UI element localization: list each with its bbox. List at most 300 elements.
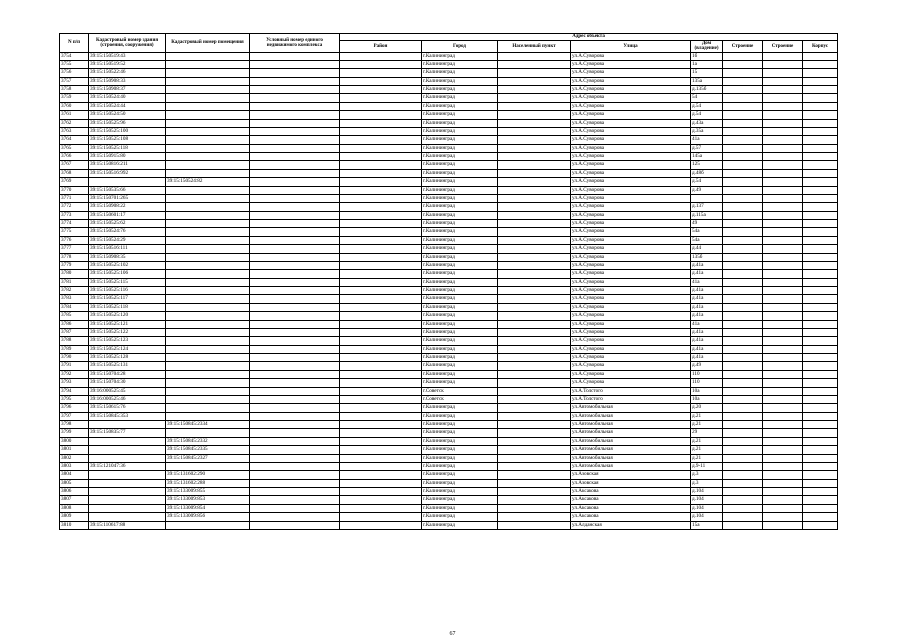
cell-num: 3780 <box>60 270 89 278</box>
table-row <box>60 161 838 169</box>
cell-city: г.Калининград <box>422 303 498 311</box>
cell-building-2 <box>763 94 803 102</box>
cell-city: г.Калининград <box>422 320 498 328</box>
cell-street: ул.А.Суворова <box>571 320 691 328</box>
cell-district <box>340 504 422 512</box>
cell-cad-building: 39:15:150525:115 <box>89 278 166 286</box>
cell-street: ул.А.Суворова <box>571 278 691 286</box>
cell-district <box>340 94 422 102</box>
cell-num: 3755 <box>60 60 89 68</box>
cell-block <box>803 169 838 177</box>
cell-district <box>340 471 422 479</box>
cell-building-1 <box>723 52 763 60</box>
cell-settlement <box>498 270 571 278</box>
cell-district <box>340 320 422 328</box>
cell-district <box>340 169 422 177</box>
cell-house: д.44 <box>691 245 723 253</box>
table-row <box>60 412 838 420</box>
cell-district <box>340 77 422 85</box>
cell-city: г.Калининград <box>422 111 498 119</box>
cell-house: 1а <box>691 60 723 68</box>
cell-district <box>340 404 422 412</box>
cell-settlement <box>498 446 571 454</box>
table-row <box>60 278 838 286</box>
cell-city: г.Калининград <box>422 261 498 269</box>
cell-block <box>803 412 838 420</box>
table-row <box>60 496 838 504</box>
cell-district <box>340 102 422 110</box>
cell-cad-room <box>166 362 250 370</box>
cell-street: ул.А.Суворова <box>571 228 691 236</box>
cell-settlement <box>498 261 571 269</box>
cell-cad-room <box>166 119 250 127</box>
cell-settlement <box>498 60 571 68</box>
cell-building-2 <box>763 504 803 512</box>
cell-cad-building: 39:15:150908:22 <box>89 203 166 211</box>
cell-district <box>340 119 422 127</box>
cell-settlement <box>498 421 571 429</box>
cell-complex <box>250 278 340 286</box>
cell-cad-building: 39:15:150525:128 <box>89 354 166 362</box>
cell-city: г.Калининград <box>422 471 498 479</box>
table-row <box>60 211 838 219</box>
table-row <box>60 144 838 152</box>
cell-cad-room <box>166 194 250 202</box>
cell-num: 3762 <box>60 119 89 127</box>
cell-district <box>340 127 422 135</box>
cell-building-1 <box>723 328 763 336</box>
cell-building-1 <box>723 488 763 496</box>
cell-settlement <box>498 404 571 412</box>
cell-street: ул.А.Суворова <box>571 203 691 211</box>
cell-block <box>803 94 838 102</box>
cell-num: 3795 <box>60 395 89 403</box>
cell-cad-room <box>166 261 250 269</box>
table-row <box>60 203 838 211</box>
cell-district <box>340 203 422 211</box>
table-row <box>60 513 838 521</box>
cell-house: д.9-11 <box>691 462 723 470</box>
cell-cad-building <box>89 504 166 512</box>
cell-cad-building: 39:15:150525:106 <box>89 270 166 278</box>
cell-num: 3756 <box>60 69 89 77</box>
cell-building-1 <box>723 270 763 278</box>
cell-block <box>803 253 838 261</box>
cell-house: 10а <box>691 395 723 403</box>
header-cad-room: Кадастровый номер помещения <box>166 34 250 53</box>
cell-city: г.Калининград <box>422 462 498 470</box>
cell-district <box>340 270 422 278</box>
cell-complex <box>250 228 340 236</box>
cell-num: 3794 <box>60 387 89 395</box>
cell-building-1 <box>723 295 763 303</box>
cell-street: ул.А.Суворова <box>571 261 691 269</box>
cell-complex <box>250 52 340 60</box>
cell-complex <box>250 446 340 454</box>
cell-building-2 <box>763 86 803 94</box>
cell-building-1 <box>723 345 763 353</box>
cell-settlement <box>498 127 571 135</box>
cell-cad-building: 39:15:150519:52 <box>89 60 166 68</box>
table-row <box>60 228 838 236</box>
cell-cad-building: 39:15:150525:100 <box>89 127 166 135</box>
cell-building-1 <box>723 504 763 512</box>
cell-cad-building: 39:15:150525:131 <box>89 362 166 370</box>
cell-settlement <box>498 287 571 295</box>
cell-house: д.3 <box>691 479 723 487</box>
cell-num: 3758 <box>60 86 89 94</box>
table-row <box>60 245 838 253</box>
cell-district <box>340 236 422 244</box>
cell-complex <box>250 421 340 429</box>
cell-cad-building: 39:16:000525:46 <box>89 395 166 403</box>
cell-block <box>803 488 838 496</box>
cell-city: г.Калининград <box>422 245 498 253</box>
cell-district <box>340 421 422 429</box>
cell-settlement <box>498 144 571 152</box>
cell-house: д.54 <box>691 102 723 110</box>
cell-city: г.Калининград <box>422 345 498 353</box>
cell-complex <box>250 136 340 144</box>
cell-num: 3789 <box>60 345 89 353</box>
cell-building-1 <box>723 60 763 68</box>
cell-num: 3807 <box>60 496 89 504</box>
cell-street: ул.А.Суворова <box>571 370 691 378</box>
cell-cad-building: 39:15:150908:35 <box>89 253 166 261</box>
cell-num: 3777 <box>60 245 89 253</box>
cell-cad-building: 39:15:150525:102 <box>89 261 166 269</box>
cell-settlement <box>498 303 571 311</box>
page-number: 67 <box>449 631 456 637</box>
cell-num: 3775 <box>60 228 89 236</box>
cell-num: 3757 <box>60 77 89 85</box>
cell-house: 135а <box>691 77 723 85</box>
cell-street: ул.А.Суворова <box>571 60 691 68</box>
cell-num: 3786 <box>60 320 89 328</box>
cell-street: ул.А.Суворова <box>571 303 691 311</box>
cell-cad-room <box>166 345 250 353</box>
cell-city: г.Калининград <box>422 169 498 177</box>
cell-district <box>340 228 422 236</box>
cell-district <box>340 144 422 152</box>
cell-building-1 <box>723 513 763 521</box>
cell-cad-room <box>166 337 250 345</box>
cell-block <box>803 136 838 144</box>
cell-building-2 <box>763 270 803 278</box>
cell-complex <box>250 60 340 68</box>
cell-cad-building: 39:15:150519:43 <box>89 52 166 60</box>
cell-street: ул.Аксакова <box>571 504 691 512</box>
cell-city: г.Калининград <box>422 178 498 186</box>
cell-block <box>803 178 838 186</box>
cell-building-1 <box>723 337 763 345</box>
cell-block <box>803 362 838 370</box>
cell-cad-building: 39:15:150908:33 <box>89 77 166 85</box>
cell-district <box>340 136 422 144</box>
cell-complex <box>250 328 340 336</box>
cell-complex <box>250 186 340 194</box>
cell-complex <box>250 412 340 420</box>
cell-num: 3803 <box>60 462 89 470</box>
cell-block <box>803 337 838 345</box>
cell-building-1 <box>723 395 763 403</box>
cell-num: 3793 <box>60 379 89 387</box>
cell-block <box>803 203 838 211</box>
cell-complex <box>250 178 340 186</box>
cell-cad-building: 39:15:150908:37 <box>89 86 166 94</box>
cell-cad-building: 39:15:150525:62 <box>89 220 166 228</box>
cell-house: 54а <box>691 228 723 236</box>
cell-building-1 <box>723 211 763 219</box>
cell-num: 3802 <box>60 454 89 462</box>
cell-city: г.Калининград <box>422 454 498 462</box>
cell-building-2 <box>763 203 803 211</box>
cell-block <box>803 379 838 387</box>
cell-street: ул.А.Суворова <box>571 86 691 94</box>
header-cad-building: Кадастровый номер здания (строения, сооружения) <box>89 34 166 53</box>
cell-building-1 <box>723 287 763 295</box>
cell-building-2 <box>763 496 803 504</box>
cell-street: ул.А.Суворова <box>571 328 691 336</box>
cell-cad-building: 39:15:110617:88 <box>89 521 166 529</box>
cell-settlement <box>498 295 571 303</box>
cell-street: ул.А.Толстого <box>571 387 691 395</box>
cell-complex <box>250 236 340 244</box>
cell-block <box>803 370 838 378</box>
cell-house: д.21 <box>691 412 723 420</box>
cell-cad-room <box>166 69 250 77</box>
cell-building-2 <box>763 69 803 77</box>
table-row <box>60 354 838 362</box>
cell-num: 3800 <box>60 437 89 445</box>
table-header <box>60 34 838 53</box>
cell-building-1 <box>723 446 763 454</box>
cell-street: ул.А.Суворова <box>571 236 691 244</box>
table-row <box>60 362 838 370</box>
cell-cad-room <box>166 236 250 244</box>
cell-building-1 <box>723 194 763 202</box>
cell-building-2 <box>763 513 803 521</box>
table-row <box>60 69 838 77</box>
cell-street: ул.А.Суворова <box>571 194 691 202</box>
cell-district <box>340 395 422 403</box>
cell-building-2 <box>763 362 803 370</box>
cell-city: г.Калининград <box>422 161 498 169</box>
cell-block <box>803 454 838 462</box>
cell-building-2 <box>763 253 803 261</box>
cell-cad-room <box>166 102 250 110</box>
cell-block <box>803 395 838 403</box>
cell-block <box>803 504 838 512</box>
cell-num: 3799 <box>60 429 89 437</box>
cell-house: 41а <box>691 136 723 144</box>
cell-complex <box>250 253 340 261</box>
cell-building-2 <box>763 437 803 445</box>
cell-district <box>340 194 422 202</box>
cell-building-1 <box>723 362 763 370</box>
cell-district <box>340 312 422 320</box>
cell-num: 3772 <box>60 203 89 211</box>
cell-district <box>340 496 422 504</box>
cell-cad-building: 39:15:150915:80 <box>89 153 166 161</box>
cell-building-2 <box>763 236 803 244</box>
cell-settlement <box>498 362 571 370</box>
cell-building-2 <box>763 186 803 194</box>
cell-block <box>803 404 838 412</box>
cell-cad-building: 39:15:150835:77 <box>89 429 166 437</box>
cell-num: 3770 <box>60 186 89 194</box>
cell-building-2 <box>763 521 803 529</box>
cell-district <box>340 437 422 445</box>
cell-block <box>803 102 838 110</box>
table-body <box>60 52 838 529</box>
cell-street: ул.А.Суворова <box>571 186 691 194</box>
table-row <box>60 295 838 303</box>
cell-cad-building: 39:15:150516:992 <box>89 169 166 177</box>
cell-cad-building: 39:15:150525:120 <box>89 312 166 320</box>
table-row <box>60 337 838 345</box>
table-row <box>60 404 838 412</box>
cell-city: г.Калининград <box>422 379 498 387</box>
cell-city: г.Калининград <box>422 136 498 144</box>
cell-cad-room <box>166 253 250 261</box>
cell-city: г.Калининград <box>422 77 498 85</box>
cell-city: г.Калининград <box>422 404 498 412</box>
cell-house: д.104 <box>691 504 723 512</box>
cell-street: ул.А.Суворова <box>571 52 691 60</box>
cell-num: 3796 <box>60 404 89 412</box>
table-row <box>60 169 838 177</box>
cell-complex <box>250 429 340 437</box>
cell-building-1 <box>723 379 763 387</box>
cell-building-1 <box>723 421 763 429</box>
cell-cad-building: 39:15:150525:123 <box>89 337 166 345</box>
cell-cad-room <box>166 77 250 85</box>
cell-cad-building: 39:15:150525:108 <box>89 136 166 144</box>
cell-cad-building: 39:15:150525:124 <box>89 345 166 353</box>
cell-district <box>340 211 422 219</box>
cell-building-1 <box>723 127 763 135</box>
cell-building-2 <box>763 471 803 479</box>
cell-block <box>803 261 838 269</box>
cell-building-2 <box>763 144 803 152</box>
cell-settlement <box>498 194 571 202</box>
cell-district <box>340 295 422 303</box>
cell-num: 3761 <box>60 111 89 119</box>
cell-house: 1б <box>691 52 723 60</box>
cell-city: г.Калининград <box>422 102 498 110</box>
cell-street: ул.А.Суворова <box>571 136 691 144</box>
cell-house: д.21 <box>691 421 723 429</box>
cell-building-2 <box>763 161 803 169</box>
cell-cad-room <box>166 328 250 336</box>
cell-cad-building: 39:15:150522:46 <box>89 69 166 77</box>
cell-building-1 <box>723 169 763 177</box>
cell-block <box>803 437 838 445</box>
cell-cad-room <box>166 312 250 320</box>
cell-building-1 <box>723 203 763 211</box>
cell-district <box>340 379 422 387</box>
cell-building-2 <box>763 320 803 328</box>
table-row <box>60 186 838 194</box>
cell-building-2 <box>763 395 803 403</box>
cell-complex <box>250 161 340 169</box>
cell-street: ул.А.Суворова <box>571 295 691 303</box>
cell-house: д.115а <box>691 211 723 219</box>
cell-district <box>340 446 422 454</box>
cell-num: 3790 <box>60 354 89 362</box>
cell-house: 15а <box>691 521 723 529</box>
cell-house: д.3 <box>691 471 723 479</box>
cell-complex <box>250 471 340 479</box>
cell-district <box>340 370 422 378</box>
cell-building-1 <box>723 111 763 119</box>
cell-house: 54а <box>691 236 723 244</box>
cell-block <box>803 521 838 529</box>
cell-cad-building: 39:15:150601:17 <box>89 211 166 219</box>
cell-district <box>340 303 422 311</box>
cell-complex <box>250 77 340 85</box>
cell-settlement <box>498 52 571 60</box>
cell-city: г.Советск <box>422 387 498 395</box>
cell-num: 3759 <box>60 94 89 102</box>
cell-complex <box>250 287 340 295</box>
cell-building-1 <box>723 320 763 328</box>
cell-cad-building <box>89 479 166 487</box>
cell-num: 3804 <box>60 471 89 479</box>
cell-street: ул.А.Суворова <box>571 312 691 320</box>
cell-street: ул.А.Суворова <box>571 161 691 169</box>
cell-street: ул.Автомобильная <box>571 412 691 420</box>
cell-settlement <box>498 312 571 320</box>
cell-complex <box>250 111 340 119</box>
cell-cad-building: 39:15:150704:28 <box>89 370 166 378</box>
table-row <box>60 253 838 261</box>
cell-street: ул.А.Суворова <box>571 379 691 387</box>
cell-building-2 <box>763 77 803 85</box>
cell-cad-room <box>166 52 250 60</box>
cell-city: г.Калининград <box>422 504 498 512</box>
cell-block <box>803 211 838 219</box>
cell-house: д.41а <box>691 303 723 311</box>
cell-building-2 <box>763 354 803 362</box>
cell-settlement <box>498 488 571 496</box>
cell-building-1 <box>723 86 763 94</box>
cell-cad-room <box>166 379 250 387</box>
cell-cad-room: 39:15:133009:855 <box>166 488 250 496</box>
cell-building-1 <box>723 471 763 479</box>
table-row <box>60 328 838 336</box>
table-row <box>60 127 838 135</box>
cell-building-1 <box>723 454 763 462</box>
cell-district <box>340 328 422 336</box>
cell-num: 3808 <box>60 504 89 512</box>
cell-cad-building <box>89 421 166 429</box>
cell-street: ул.А.Суворова <box>571 345 691 353</box>
table-row <box>60 94 838 102</box>
header-house: Дом (владение) <box>691 41 723 53</box>
cell-block <box>803 194 838 202</box>
cell-district <box>340 253 422 261</box>
table-row <box>60 102 838 110</box>
cell-complex <box>250 119 340 127</box>
cell-district <box>340 337 422 345</box>
cell-city: г.Калининград <box>422 513 498 521</box>
cell-num: 3805 <box>60 479 89 487</box>
table-row <box>60 52 838 60</box>
table-row <box>60 287 838 295</box>
cell-street: ул.Автомобильная <box>571 446 691 454</box>
